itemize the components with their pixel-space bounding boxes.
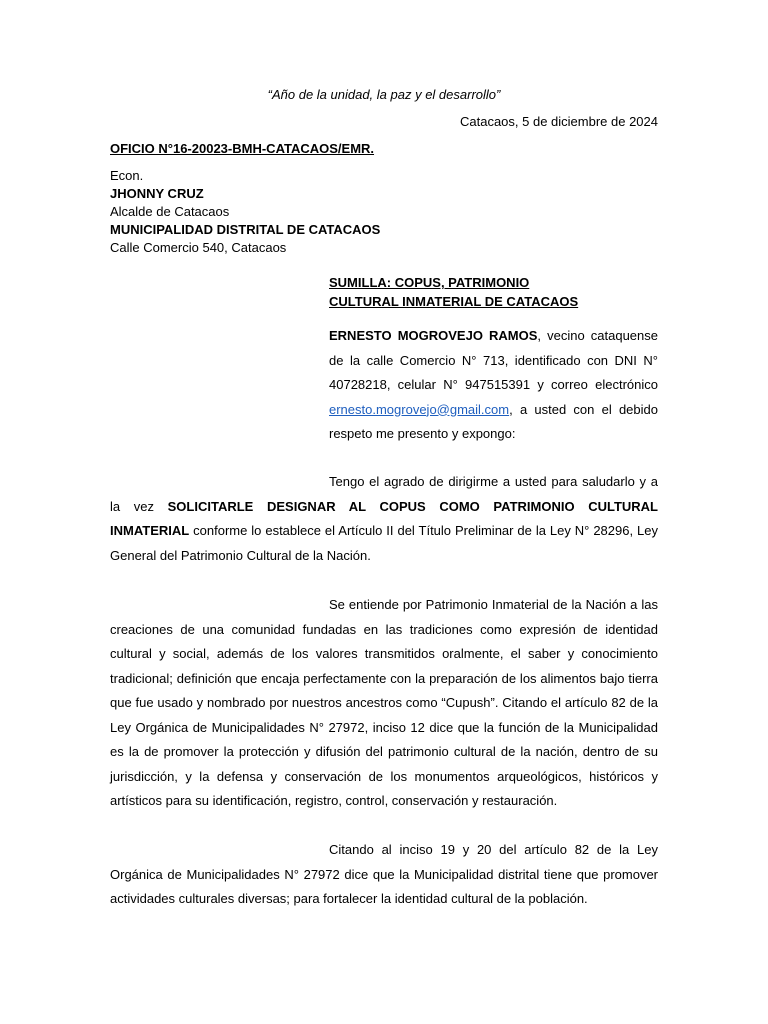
request-paragraph xyxy=(110,470,658,568)
addressee-title: Econ. xyxy=(110,168,144,183)
year-motto: “Año de la unidad, la paz y el desarrollo” xyxy=(267,87,501,102)
intangible-heritage-paragraph: Se entiende por Patrimonio Inmaterial de la Nación a las creaciones de una comunidad fundadas en las tradiciones como expresión de identidad cultural y social, además de los valores transmitidos oralmente, el saber y conocimiento tradicional; definición que encaja perfectamente con la preparación de los alimentos bajo tierra que fue usado y nombrado por nuestros ancestros como “Cupush”. Citando el artículo 82 de la Ley Orgánica de Municipalidades N° 27972, inciso 12 dice que la función de la Municipalidad es la de promover la protección y difusión del patrimonio cultural de la nación, dentro de su jurisdicción, y la defensa y conservación de los monumentos arqueológicos, históricos y artísticos para su identificación, registro, control, conservación y restauración. xyxy=(110,597,658,808)
addressee-institution: MUNICIPALIDAD DISTRITAL DE CATACAOS xyxy=(110,222,381,237)
municipal-law-paragraph: Citando al inciso 19 y 20 del artículo 82 de la Ley Orgánica de Municipalidades N° 27972 dice que la Municipalidad distrital tiene que promover actividades culturales diversas; para fortalecer la identidad cultural de la población. xyxy=(110,842,658,906)
sender-details: , vecino cataquense de la calle Comercio N° 713, identificado con DNI N° 40728218, celular N° 947515391 y correo electrónico xyxy=(329,328,658,392)
sender-name: ERNESTO MOGROVEJO RAMOS xyxy=(329,328,538,343)
request-highlight: SOLICITARLE DESIGNAR AL COPUS COMO PATRIMONIO CULTURAL INMATERIAL xyxy=(110,498,658,538)
document-reference: OFICIO N°16-20023-BMH-CATACAOS/EMR. xyxy=(110,141,375,156)
addressee-block xyxy=(110,167,380,257)
sender-introduction xyxy=(329,324,658,447)
addressee-name: JHONNY CRUZ xyxy=(110,186,204,201)
sender-closing: , a usted con el debido respeto me presento y expongo: xyxy=(329,401,658,441)
addressee-address: Calle Comercio 540, Catacaos xyxy=(110,240,287,255)
sender-email-link[interactable]: ernesto.mogrovejo@gmail.com xyxy=(329,401,510,417)
addressee-position: Alcalde de Catacaos xyxy=(110,204,230,219)
request-text-after: conforme lo establece el Artículo II del Título Preliminar de la Ley N° 28296, Ley General del Patrimonio Cultural de la Nación. xyxy=(110,523,658,563)
subject-summary: SUMILLA: COPUS, PATRIMONIO CULTURAL INMATERIAL DE CATACAOS xyxy=(329,275,579,309)
place-date: Catacaos, 5 de diciembre de 2024 xyxy=(459,114,658,129)
request-text-before: Tengo el agrado de dirigirme a usted para saludarlo y a la vez xyxy=(110,474,658,514)
